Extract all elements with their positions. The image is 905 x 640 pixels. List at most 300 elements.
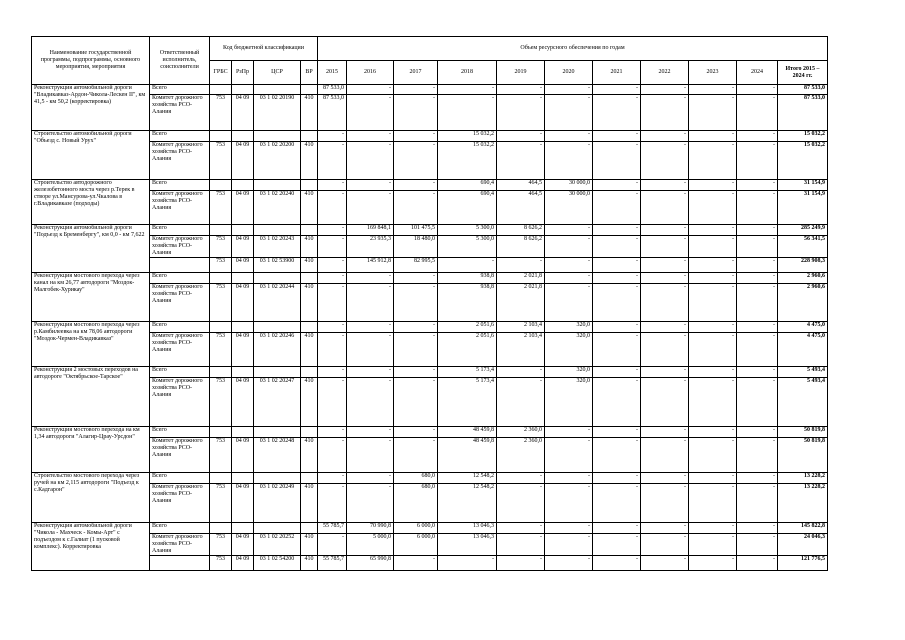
grbs-cell [210, 131, 232, 142]
year-value-cell: - [394, 438, 438, 473]
executor-cell: Всего [150, 322, 210, 333]
year-value-cell: - [737, 427, 778, 438]
year-value-cell: - [497, 131, 545, 142]
header-vr: ВР [301, 61, 318, 85]
vr-cell [301, 131, 318, 142]
grbs-cell: 753 [210, 534, 232, 556]
total-cell: 4 475,0 [778, 333, 828, 367]
vr-cell [301, 225, 318, 236]
year-value-cell: - [394, 142, 438, 180]
year-value-cell: 464,5 [497, 191, 545, 225]
year-value-cell: - [689, 131, 737, 142]
year-value-cell: - [593, 427, 641, 438]
grbs-cell: 753 [210, 378, 232, 427]
grbs-cell: 753 [210, 236, 232, 258]
year-value-cell: - [347, 131, 394, 142]
year-value-cell: - [318, 322, 347, 333]
project-name-cell: Реконструкция 2 мостовых переходов на автодороге "Октябрьское-Тарское" [32, 367, 150, 427]
year-value-cell: - [394, 284, 438, 322]
rzpr-cell: 04 09 [232, 438, 254, 473]
year-value-cell: 65 990,8 [347, 556, 394, 571]
year-value-cell: - [593, 273, 641, 284]
year-value-cell: 87 533,0 [318, 95, 347, 131]
table-row [32, 180, 828, 191]
year-value-cell: - [545, 534, 593, 556]
total-cell: 15 032,2 [778, 131, 828, 142]
year-value-cell: 2 051,6 [438, 322, 497, 333]
year-value-cell: - [689, 523, 737, 534]
year-value-cell: - [545, 284, 593, 322]
vr-cell [301, 473, 318, 484]
year-value-cell: 5 173,4 [438, 378, 497, 427]
rzpr-cell [232, 180, 254, 191]
csr-cell: 03 1 02 20246 [254, 333, 301, 367]
year-value-cell: 30 000,0 [545, 180, 593, 191]
grbs-cell: 753 [210, 484, 232, 523]
year-value-cell: - [394, 556, 438, 571]
year-value-cell: - [737, 534, 778, 556]
year-value-cell: - [318, 284, 347, 322]
grbs-cell: 753 [210, 556, 232, 571]
executor-cell: Комитет дорожного хозяйства РСО-Алания [150, 438, 210, 473]
header-year: 2024 [737, 61, 778, 85]
project-name-cell: Реконструкция автомобильной дороги "Чикола - Махческ - Комы-Арт" с подъездом к с.Галиат (1 пусковой комплекс). Корректировка [32, 523, 150, 571]
csr-cell: 03 1 02 20248 [254, 438, 301, 473]
header-year: 2023 [689, 61, 737, 85]
year-value-cell: - [641, 427, 689, 438]
year-value-cell: 2 021,8 [497, 273, 545, 284]
table-body [32, 85, 828, 571]
csr-cell [254, 273, 301, 284]
csr-cell [254, 523, 301, 534]
header-csr: ЦСР [254, 61, 301, 85]
year-value-cell: - [593, 367, 641, 378]
budget-table [31, 36, 828, 571]
year-value-cell: - [737, 438, 778, 473]
year-value-cell: - [689, 284, 737, 322]
year-value-cell: - [318, 427, 347, 438]
year-value-cell: - [593, 322, 641, 333]
rzpr-cell [232, 367, 254, 378]
year-value-cell: 8 626,2 [497, 236, 545, 258]
year-value-cell: - [318, 438, 347, 473]
year-value-cell: - [318, 273, 347, 284]
year-value-cell: 320,0 [545, 322, 593, 333]
table-row [32, 556, 828, 571]
year-value-cell: - [737, 225, 778, 236]
budget-table-sheet [31, 36, 828, 571]
year-value-cell: - [394, 180, 438, 191]
year-value-cell: - [689, 556, 737, 571]
year-value-cell: - [497, 556, 545, 571]
csr-cell [254, 225, 301, 236]
year-value-cell: - [641, 180, 689, 191]
year-value-cell: - [497, 85, 545, 95]
year-value-cell: - [641, 523, 689, 534]
vr-cell: 410 [301, 236, 318, 258]
year-value-cell: - [689, 534, 737, 556]
year-value-cell: - [641, 131, 689, 142]
grbs-cell [210, 427, 232, 438]
year-value-cell: - [689, 473, 737, 484]
vr-cell [301, 180, 318, 191]
csr-cell: 03 1 02 20200 [254, 142, 301, 180]
vr-cell [301, 367, 318, 378]
year-value-cell: - [318, 236, 347, 258]
table-row [32, 85, 828, 95]
year-value-cell: 70 990,8 [347, 523, 394, 534]
year-value-cell: - [394, 378, 438, 427]
csr-cell [254, 131, 301, 142]
year-value-cell: - [737, 484, 778, 523]
year-value-cell: - [394, 131, 438, 142]
year-value-cell: 6 000,0 [394, 534, 438, 556]
year-value-cell: - [545, 225, 593, 236]
year-value-cell: - [347, 378, 394, 427]
rzpr-cell: 04 09 [232, 142, 254, 180]
year-value-cell: - [394, 322, 438, 333]
year-value-cell: 82 995,5 [394, 258, 438, 273]
header-executor: Ответственный исполнитель, соисполнители [150, 37, 210, 85]
vr-cell: 410 [301, 438, 318, 473]
year-value-cell: - [347, 273, 394, 284]
year-value-cell: 15 032,2 [438, 142, 497, 180]
year-value-cell: - [438, 85, 497, 95]
year-value-cell: 464,5 [497, 180, 545, 191]
year-value-cell: - [593, 556, 641, 571]
year-value-cell: - [641, 236, 689, 258]
total-cell: 87 533,0 [778, 85, 828, 95]
year-value-cell: - [641, 142, 689, 180]
year-value-cell: - [641, 258, 689, 273]
year-value-cell: - [593, 438, 641, 473]
csr-cell: 03 1 02 20252 [254, 534, 301, 556]
executor-cell: Всего [150, 367, 210, 378]
executor-cell: Всего [150, 523, 210, 534]
year-value-cell: - [737, 367, 778, 378]
year-value-cell: - [318, 534, 347, 556]
year-value-cell: 18 480,0 [394, 236, 438, 258]
year-value-cell: 48 459,8 [438, 438, 497, 473]
year-value-cell: 938,8 [438, 273, 497, 284]
year-value-cell: - [641, 225, 689, 236]
executor-cell: Всего [150, 273, 210, 284]
year-value-cell: 2 021,8 [497, 284, 545, 322]
project-name-cell: Строительство мостового перехода через ручей на км 2,115 автодороги "Подъезд к с.Кадгарон" [32, 473, 150, 523]
year-value-cell: - [737, 378, 778, 427]
year-value-cell: 5 000,0 [347, 534, 394, 556]
executor-cell: Всего [150, 180, 210, 191]
csr-cell [254, 367, 301, 378]
grbs-cell [210, 180, 232, 191]
year-value-cell: - [641, 333, 689, 367]
header-kbk: Код бюджетной классификации [210, 37, 318, 61]
year-value-cell: 690,4 [438, 180, 497, 191]
year-value-cell: - [545, 438, 593, 473]
year-value-cell: - [689, 378, 737, 427]
year-value-cell: 5 300,0 [438, 236, 497, 258]
header-grbs: ГРБС [210, 61, 232, 85]
year-value-cell: - [347, 142, 394, 180]
year-value-cell: - [737, 322, 778, 333]
grbs-cell [210, 85, 232, 95]
total-cell: 31 154,9 [778, 180, 828, 191]
year-value-cell: - [641, 378, 689, 427]
total-cell: 2 960,6 [778, 284, 828, 322]
year-value-cell: - [737, 556, 778, 571]
year-value-cell: - [593, 225, 641, 236]
header-year: 2017 [394, 61, 438, 85]
year-value-cell: 6 000,0 [394, 523, 438, 534]
year-value-cell: - [318, 484, 347, 523]
rzpr-cell [232, 473, 254, 484]
executor-cell: Комитет дорожного хозяйства РСО-Алания [150, 484, 210, 523]
executor-cell: Комитет дорожного хозяйства РСО-Алания [150, 191, 210, 225]
grbs-cell [210, 225, 232, 236]
year-value-cell: - [689, 438, 737, 473]
year-value-cell: 87 533,0 [318, 85, 347, 95]
year-value-cell: - [689, 95, 737, 131]
grbs-cell: 753 [210, 191, 232, 225]
total-cell: 4 475,0 [778, 322, 828, 333]
table-row [32, 273, 828, 284]
csr-cell: 03 1 02 20190 [254, 95, 301, 131]
year-value-cell: - [347, 438, 394, 473]
csr-cell [254, 180, 301, 191]
year-value-cell: - [497, 142, 545, 180]
year-value-cell: - [545, 142, 593, 180]
csr-cell [254, 427, 301, 438]
year-value-cell: - [318, 225, 347, 236]
year-value-cell: - [689, 273, 737, 284]
year-value-cell: - [545, 85, 593, 95]
table-row [32, 438, 828, 473]
year-value-cell: 12 548,2 [438, 484, 497, 523]
total-cell: 50 819,8 [778, 438, 828, 473]
year-value-cell: - [593, 333, 641, 367]
year-value-cell: - [689, 236, 737, 258]
rzpr-cell: 04 09 [232, 236, 254, 258]
vr-cell: 410 [301, 258, 318, 273]
total-cell: 31 154,9 [778, 191, 828, 225]
year-value-cell: 2 360,0 [497, 427, 545, 438]
executor-cell: Всего [150, 131, 210, 142]
year-value-cell: 2 103,4 [497, 322, 545, 333]
year-value-cell: - [593, 258, 641, 273]
year-value-cell: - [689, 180, 737, 191]
year-value-cell: - [545, 556, 593, 571]
rzpr-cell: 04 09 [232, 378, 254, 427]
rzpr-cell [232, 322, 254, 333]
year-value-cell: - [737, 273, 778, 284]
vr-cell: 410 [301, 556, 318, 571]
year-value-cell: - [318, 367, 347, 378]
year-value-cell: - [689, 427, 737, 438]
total-cell: 121 776,5 [778, 556, 828, 571]
year-value-cell: - [641, 284, 689, 322]
year-value-cell: - [641, 438, 689, 473]
year-value-cell: - [689, 367, 737, 378]
year-value-cell: 101 475,5 [394, 225, 438, 236]
year-value-cell: - [394, 191, 438, 225]
executor-cell: Комитет дорожного хозяйства РСО-Алания [150, 534, 210, 556]
total-cell: 2 960,6 [778, 273, 828, 284]
year-value-cell: - [438, 556, 497, 571]
year-value-cell: - [497, 367, 545, 378]
year-value-cell: - [641, 556, 689, 571]
year-value-cell: 12 548,2 [438, 473, 497, 484]
year-value-cell: - [497, 378, 545, 427]
table-row [32, 95, 828, 131]
year-value-cell: - [545, 523, 593, 534]
year-value-cell: - [593, 180, 641, 191]
year-value-cell: 169 848,1 [347, 225, 394, 236]
table-row [32, 191, 828, 225]
total-cell: 56 341,5 [778, 236, 828, 258]
executor-cell: Всего [150, 427, 210, 438]
year-value-cell: - [545, 484, 593, 523]
table-row [32, 258, 828, 273]
rzpr-cell: 04 09 [232, 534, 254, 556]
year-value-cell: - [737, 95, 778, 131]
rzpr-cell [232, 131, 254, 142]
year-value-cell: - [737, 258, 778, 273]
year-value-cell: - [438, 258, 497, 273]
grbs-cell [210, 473, 232, 484]
vr-cell: 410 [301, 95, 318, 131]
year-value-cell: - [318, 258, 347, 273]
rzpr-cell [232, 225, 254, 236]
csr-cell: 03 1 02 53900 [254, 258, 301, 273]
project-name-cell: Реконструкция мостового перехода через р.Камбилеевка на км 78,06 автодороги "Моздок-Чермен-Владикавказ" [32, 322, 150, 367]
total-cell: 24 046,3 [778, 534, 828, 556]
year-value-cell: - [318, 378, 347, 427]
executor-cell: Комитет дорожного хозяйства РСО-Алания [150, 142, 210, 180]
year-value-cell: - [593, 191, 641, 225]
year-value-cell: - [641, 534, 689, 556]
year-value-cell: - [497, 484, 545, 523]
year-value-cell: - [545, 258, 593, 273]
year-value-cell: - [737, 236, 778, 258]
year-value-cell: 320,0 [545, 378, 593, 427]
year-value-cell: - [394, 427, 438, 438]
year-value-cell: 680,0 [394, 484, 438, 523]
year-value-cell: - [318, 131, 347, 142]
rzpr-cell [232, 273, 254, 284]
project-name-cell: Реконструкция мостового перехода на км 1,34 автодороги "Алагир-Црау-Урсдон" [32, 427, 150, 473]
csr-cell [254, 85, 301, 95]
year-value-cell: - [641, 85, 689, 95]
year-value-cell: - [347, 95, 394, 131]
table-row [32, 322, 828, 333]
year-value-cell: 690,4 [438, 191, 497, 225]
rzpr-cell: 04 09 [232, 284, 254, 322]
table-row [32, 378, 828, 427]
year-value-cell: - [593, 484, 641, 523]
csr-cell: 03 1 02 20244 [254, 284, 301, 322]
year-value-cell: - [641, 273, 689, 284]
year-value-cell: - [593, 284, 641, 322]
grbs-cell: 753 [210, 438, 232, 473]
project-name-cell: Реконструкция мостового перехода через канал на км 26,77 автодороги "Моздок-Малгобек-Хурикау" [32, 273, 150, 322]
year-value-cell: - [318, 180, 347, 191]
grbs-cell [210, 273, 232, 284]
executor-cell: Всего [150, 225, 210, 236]
project-name-cell: Реконструкция автомобильной дороги "Подъезд к Бременбергу", км 0,0 - км 7,622 [32, 225, 150, 273]
year-value-cell: 5 300,0 [438, 225, 497, 236]
rzpr-cell [232, 85, 254, 95]
table-row [32, 427, 828, 438]
executor-cell: Комитет дорожного хозяйства РСО-Алания [150, 333, 210, 367]
rzpr-cell: 04 09 [232, 191, 254, 225]
project-name-cell: Строительство автодорожного железобетонного моста через р.Терек в створе ул.Мансурова-ул.Чкалова в г.Владикавказе (подходы) [32, 180, 150, 225]
year-value-cell: - [347, 191, 394, 225]
grbs-cell [210, 523, 232, 534]
table-row [32, 473, 828, 484]
year-value-cell: - [593, 95, 641, 131]
table-row [32, 284, 828, 322]
vr-cell [301, 85, 318, 95]
rzpr-cell: 04 09 [232, 556, 254, 571]
year-value-cell: - [689, 484, 737, 523]
year-value-cell: - [347, 473, 394, 484]
year-value-cell: 145 912,8 [347, 258, 394, 273]
year-value-cell: - [394, 333, 438, 367]
year-value-cell: - [593, 473, 641, 484]
executor-cell: Комитет дорожного хозяйства РСО-Алания [150, 236, 210, 258]
year-value-cell: - [497, 534, 545, 556]
table-row [32, 225, 828, 236]
total-cell: 145 822,8 [778, 523, 828, 534]
project-name-cell: Реконструкция автомобильной дороги "Владикавказ-Ардон-Чикола-Лескен II", км 41,5 - км 50,2 (корректировка) [32, 85, 150, 131]
year-value-cell: 15 032,2 [438, 131, 497, 142]
year-value-cell: 48 459,8 [438, 427, 497, 438]
year-value-cell: 5 173,4 [438, 367, 497, 378]
rzpr-cell: 04 09 [232, 258, 254, 273]
year-value-cell: 30 000,0 [545, 191, 593, 225]
executor-cell [150, 258, 210, 273]
year-value-cell: - [438, 95, 497, 131]
total-cell: 228 908,3 [778, 258, 828, 273]
year-value-cell: 55 785,7 [318, 523, 347, 534]
year-value-cell: - [737, 333, 778, 367]
vr-cell: 410 [301, 534, 318, 556]
year-value-cell: - [497, 258, 545, 273]
year-value-cell: - [347, 284, 394, 322]
csr-cell: 03 1 02 20240 [254, 191, 301, 225]
year-value-cell: 680,0 [394, 473, 438, 484]
vr-cell: 410 [301, 191, 318, 225]
year-value-cell: - [545, 236, 593, 258]
table-row [32, 131, 828, 142]
table-row [32, 333, 828, 367]
grbs-cell: 753 [210, 333, 232, 367]
year-value-cell: - [737, 191, 778, 225]
executor-cell: Комитет дорожного хозяйства РСО-Алания [150, 284, 210, 322]
vr-cell [301, 322, 318, 333]
year-value-cell: - [497, 473, 545, 484]
total-cell: 13 228,2 [778, 484, 828, 523]
total-cell: 285 249,9 [778, 225, 828, 236]
year-value-cell: - [394, 85, 438, 95]
csr-cell [254, 322, 301, 333]
year-value-cell: - [737, 523, 778, 534]
year-value-cell: - [593, 131, 641, 142]
year-value-cell: - [641, 95, 689, 131]
header-year: 2015 [318, 61, 347, 85]
year-value-cell: 2 103,4 [497, 333, 545, 367]
vr-cell: 410 [301, 284, 318, 322]
